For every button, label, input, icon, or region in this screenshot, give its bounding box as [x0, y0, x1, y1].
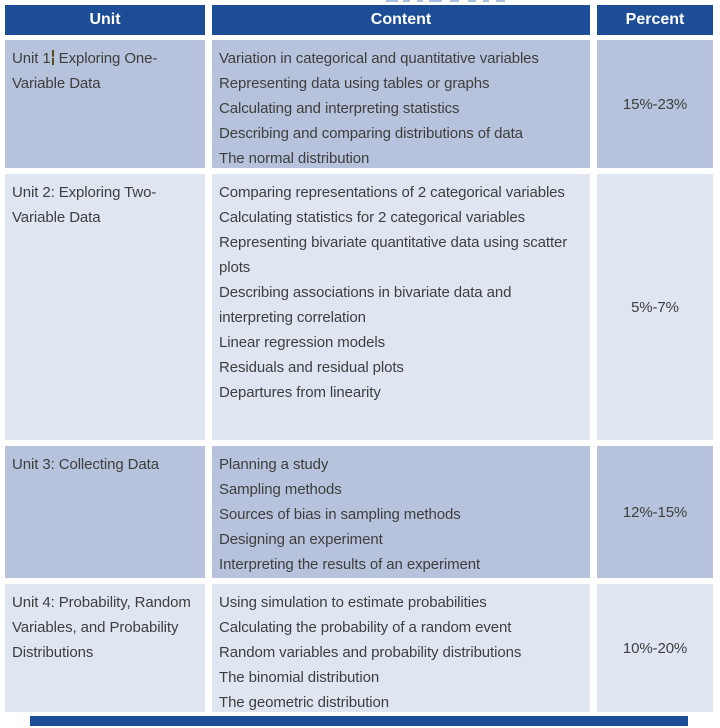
unit-cell[interactable] [5, 174, 205, 440]
table-header-row [5, 5, 713, 35]
unit-label: Unit 1 [12, 50, 51, 67]
next-table-header-cropped [30, 716, 688, 726]
content-cell[interactable] [212, 446, 590, 578]
content-topic: Linear regression models [219, 334, 386, 351]
course-units-table [5, 5, 713, 712]
percent-cell[interactable] [597, 584, 713, 712]
table-row [5, 174, 713, 440]
content-cell[interactable] [212, 40, 590, 168]
content-topic: Using simulation to estimate probabilities [219, 594, 487, 611]
percent-value: 5%-7% [631, 298, 679, 316]
content-topic: Designing an experiment [219, 531, 383, 548]
cropped-text-artifact [403, 0, 410, 2]
content-topic: Variation in categorical and quantitative variables [219, 50, 539, 67]
table-row [5, 584, 713, 712]
cropped-text-artifact [429, 0, 442, 2]
unit-label: Unit 3: Collecting Data [12, 456, 159, 473]
content-topic: Residuals and residual plots [219, 359, 404, 376]
cropped-text-artifact [483, 0, 489, 2]
content-topic: Sources of bias in sampling methods [219, 506, 461, 523]
unit-label: Unit 2: Exploring Two-Variable Data [12, 184, 157, 226]
content-topic: Describing associations in bivariate data and interpreting correlation [219, 284, 512, 326]
unit-cell[interactable] [5, 584, 205, 712]
percent-cell[interactable] [597, 174, 713, 440]
content-topic: Representing data using tables or graphs [219, 75, 490, 92]
table-body [5, 40, 713, 712]
percent-cell[interactable] [597, 446, 713, 578]
text-cursor [52, 50, 54, 65]
content-cell[interactable] [212, 174, 590, 440]
content-topic: Calculating and interpreting statistics [219, 100, 460, 117]
cropped-text-artifact [450, 0, 459, 2]
unit-cell[interactable] [5, 40, 205, 168]
percent-cell[interactable] [597, 40, 713, 168]
cropped-text-artifact [496, 0, 505, 2]
header-cell-percent: Percent [597, 5, 713, 35]
unit-label: Unit 4: Probability, Random Variables, and Probability Distributions [12, 594, 191, 661]
content-topic: Describing and comparing distributions of data [219, 125, 523, 142]
content-topic: Calculating statistics for 2 categorical variables [219, 209, 525, 226]
content-topic: Interpreting the results of an experiment [219, 556, 481, 573]
percent-value: 12%-15% [622, 503, 688, 521]
content-topic: Planning a study [219, 456, 329, 473]
content-topic: Departures from linearity [219, 384, 381, 401]
content-topic: The geometric distribution [219, 694, 389, 711]
unit-label-continued: Exploring One-Variable Data [12, 50, 158, 92]
percent-value: 10%-20% [622, 639, 688, 657]
table-row [5, 40, 713, 168]
unit-cell[interactable] [5, 446, 205, 578]
table-row [5, 446, 713, 578]
header-cell-content: Content [212, 5, 590, 35]
content-topic: Random variables and probability distributions [219, 644, 522, 661]
percent-value: 15%-23% [622, 95, 688, 113]
content-cell[interactable] [212, 584, 590, 712]
cropped-text-artifact [386, 0, 398, 2]
content-topic: Comparing representations of 2 categorical variables [219, 184, 565, 201]
cropped-text-artifact [417, 0, 423, 2]
content-topic: Calculating the probability of a random event [219, 619, 512, 636]
cropped-text-artifact [468, 0, 476, 2]
content-topic: Representing bivariate quantitative data using scatter plots [219, 234, 568, 276]
content-topic: The binomial distribution [219, 669, 380, 686]
content-topic: The normal distribution [219, 150, 370, 167]
content-topic: Sampling methods [219, 481, 342, 498]
header-cell-unit: Unit [5, 5, 205, 35]
